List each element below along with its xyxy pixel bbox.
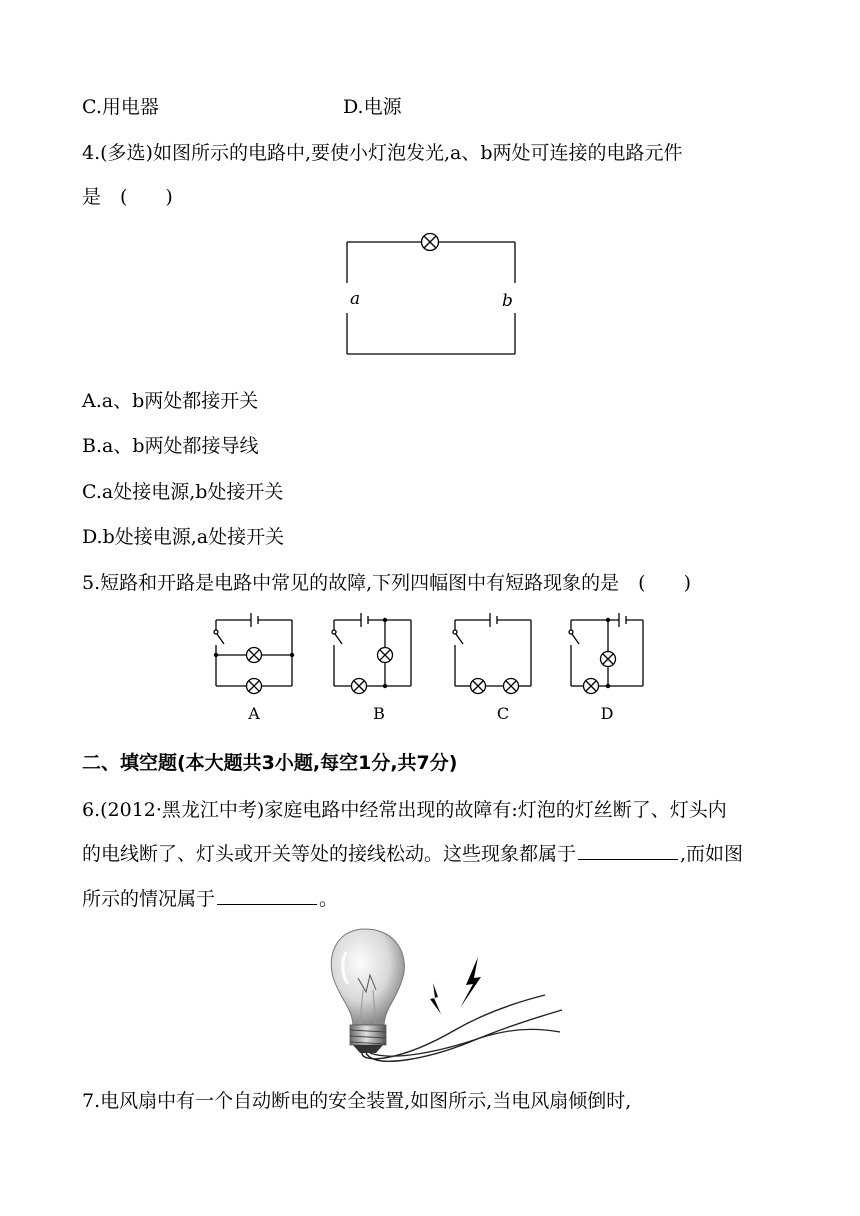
q3-option-d: D.电源 (343, 96, 402, 118)
section2-heading: 二、填空题(本大题共3小题,每空1分,共7分) (82, 752, 458, 774)
q4-option-d: D.b处接电源,a处接开关 (82, 526, 285, 548)
q5-stem: 5.短路和开路是电路中常见的故障,下列四幅图中有短路现象的是 ( ) (82, 572, 691, 594)
q4-stem-line2: 是 ( ) (82, 186, 173, 208)
q3-option-c: C.用电器 (82, 96, 159, 118)
q5-label-a: A (248, 704, 260, 723)
q5-label-d: D (600, 704, 614, 723)
q6-blank-2[interactable] (217, 886, 317, 905)
q6-line2-text-after: ,而如图 (680, 843, 744, 865)
q6-line2 (82, 839, 743, 866)
light-bulb-icon (331, 929, 404, 1053)
q5-label-b: B (373, 704, 385, 723)
q6-line3-text: 所示的情况属于 (82, 888, 216, 910)
q4-stem-line1: 4.(多选)如图所示的电路中,要使小灯泡发光,a、b两处可连接的电路元件 (82, 142, 683, 164)
q6-line3 (82, 884, 338, 911)
lamp-icon (422, 234, 439, 251)
q6-line3-text-after: 。 (319, 888, 339, 910)
q4-label-b: b (502, 291, 513, 311)
q6-line1: 6.(2012·黑龙江中考)家庭电路中经常出现的故障有:灯泡的灯丝断了、灯头内 (82, 799, 727, 821)
q7-stem: 7.电风扇中有一个自动断电的安全装置,如图所示,当电风扇倾倒时, (82, 1090, 632, 1112)
q4-option-a: A.a、b两处都接开关 (82, 390, 259, 412)
q4-option-b: B.a、b两处都接导线 (82, 435, 259, 457)
q5-diagram-c (453, 613, 531, 723)
q4-option-c: C.a处接电源,b处接开关 (82, 481, 284, 503)
q5-diagram-b (332, 613, 411, 723)
spark-icon (430, 957, 481, 1014)
q5-diagram-d (569, 613, 643, 723)
q6-line2-text: 的电线断了、灯头或开关等处的接线松动。这些现象都属于 (82, 843, 577, 865)
q5-label-c: C (496, 704, 510, 723)
q4-label-a: a (350, 289, 361, 309)
q5-diagram-a (214, 613, 294, 723)
q6-blank-1[interactable] (578, 841, 678, 860)
